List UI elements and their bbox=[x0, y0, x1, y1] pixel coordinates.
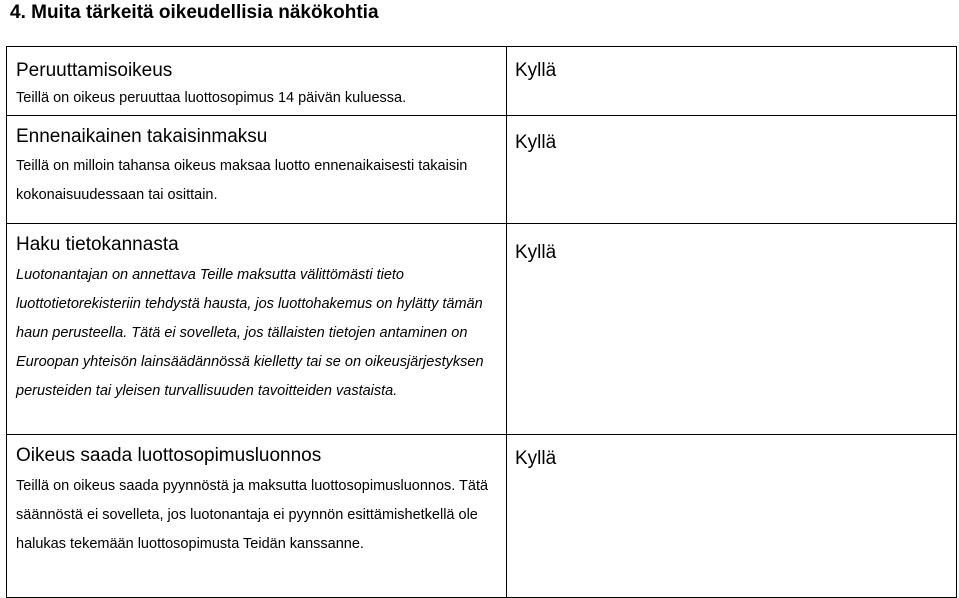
row-description-cell bbox=[7, 224, 507, 435]
row-description-cell bbox=[7, 47, 507, 116]
row-title: Ennenaikainen takaisinmaksu bbox=[16, 126, 268, 147]
section-heading: 4. Muita tärkeitä oikeudellisia näkökohtia bbox=[10, 2, 379, 23]
row-description-cell bbox=[7, 435, 507, 598]
row-description: Teillä on oikeus peruuttaa luottosopimus 14 päivän kuluessa. bbox=[16, 90, 407, 106]
row-value: Kyllä bbox=[515, 60, 557, 81]
table-row-early-repayment bbox=[7, 116, 957, 224]
row-description: Teillä on oikeus saada pyynnöstä ja maksutta luottosopimusluonnos. Tätä säännöstä ei sovelleta, jos luotonantaja ei pyynnön esittämishetkellä ole halukas tekemään luottosopimusta Teidän kanssanne. bbox=[16, 478, 489, 552]
legal-aspects-table bbox=[6, 46, 957, 598]
row-title: Oikeus saada luottosopimusluonnos bbox=[16, 445, 322, 466]
row-value-cell bbox=[507, 224, 957, 435]
row-title: Haku tietokannasta bbox=[16, 234, 179, 255]
table-row-draft-agreement bbox=[7, 435, 957, 598]
row-value-cell bbox=[507, 47, 957, 116]
row-description: Luotonantajan on annettava Teille maksutta välittömästi tieto luottotietorekisteriin tehdystä hausta, jos luottohakemus on hylätty tämän haun perusteella. Tätä ei sovelleta, jos tällaisten tietojen antaminen on Euroopan yhteisön lainsäädännössä kielletty tai se on oikeusjärjestyksen perusteiden tai yleisen turvallisuuden tavoitteiden vastaista. bbox=[16, 267, 484, 399]
row-value-cell bbox=[507, 116, 957, 224]
row-description-cell bbox=[7, 116, 507, 224]
row-value: Kyllä bbox=[515, 448, 557, 469]
table-row-database-search bbox=[7, 224, 957, 435]
row-value: Kyllä bbox=[515, 242, 557, 263]
row-value: Kyllä bbox=[515, 132, 557, 153]
table-row-withdrawal bbox=[7, 47, 957, 116]
row-title: Peruuttamisoikeus bbox=[16, 60, 173, 81]
row-value-cell bbox=[507, 435, 957, 598]
row-description: Teillä on milloin tahansa oikeus maksaa luotto ennenaikaisesti takaisin kokonaisuudessaan tai osittain. bbox=[16, 158, 468, 203]
